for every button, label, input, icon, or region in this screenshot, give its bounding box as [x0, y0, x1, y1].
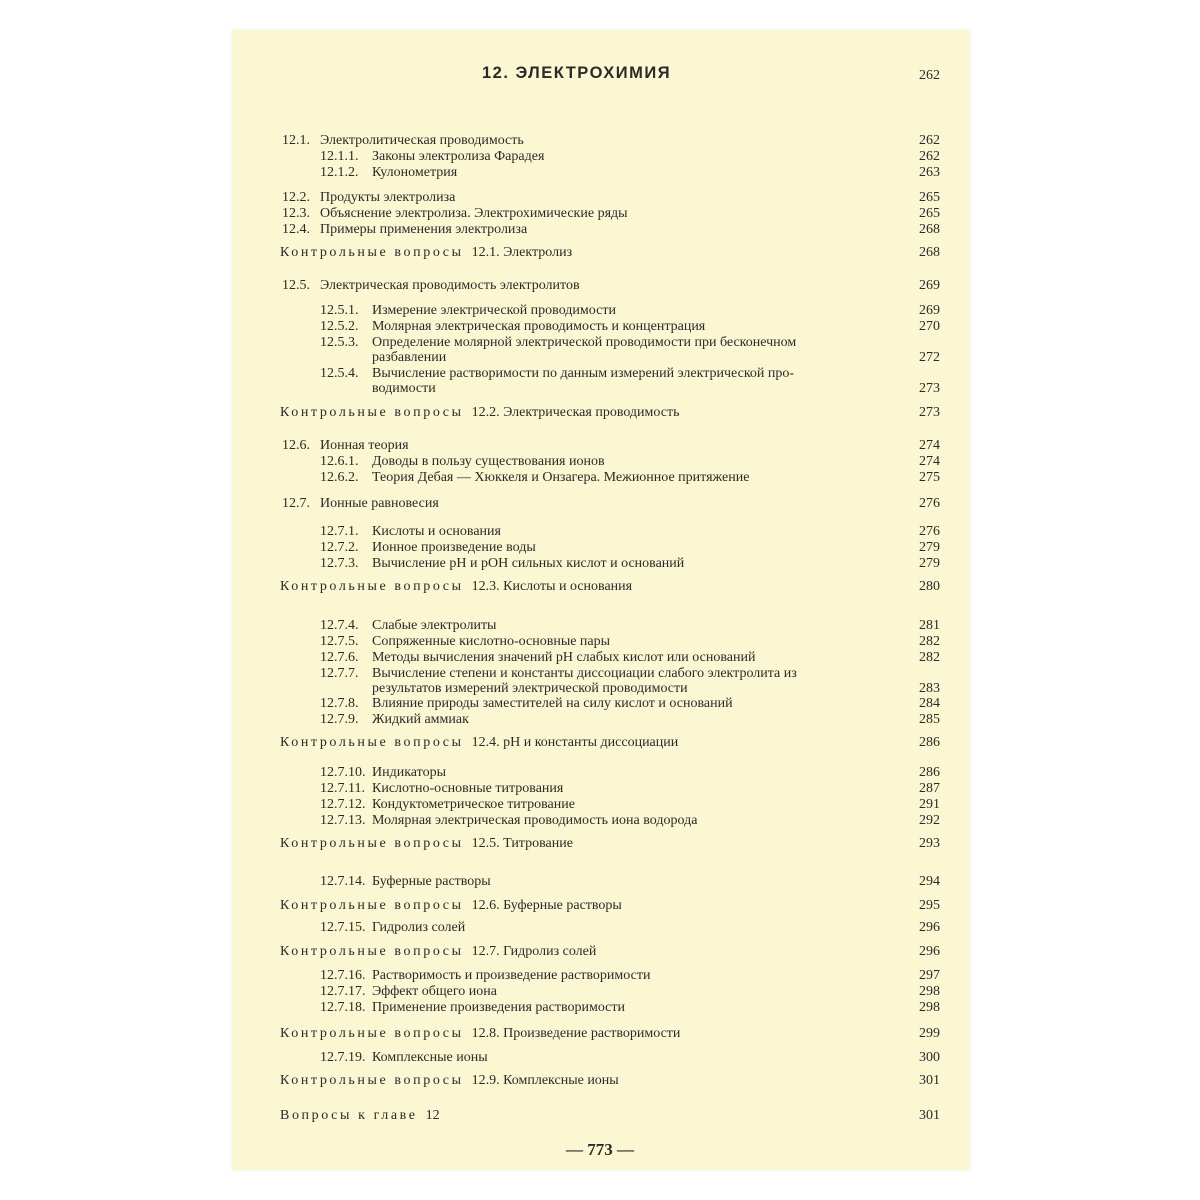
toc-entry	[0, 335, 1200, 351]
page-number: 274	[919, 454, 940, 469]
toc-entry	[0, 454, 1200, 470]
section-title: Вычисление растворимости по данным измерений электрической про-	[372, 366, 795, 381]
review-questions-label: Контрольные вопросы	[280, 579, 464, 594]
review-questions-topic: 12.6. Буферные растворы	[471, 898, 622, 913]
review-questions-topic: 12.4. pH и константы диссоциации	[471, 735, 679, 750]
page-number: 263	[919, 165, 940, 180]
section-number: 12.7.14.	[320, 874, 366, 889]
review-questions-label: Контрольные вопросы	[280, 245, 464, 260]
toc-entry	[0, 381, 1200, 397]
section-number: 12.7.1.	[320, 524, 359, 539]
page-number: 272	[919, 350, 940, 365]
toc-entry	[0, 813, 1200, 829]
section-number: 12.7.8.	[320, 696, 359, 711]
section-number: 12.7.5.	[320, 634, 359, 649]
toc-entry	[0, 634, 1200, 650]
review-questions-entry	[0, 898, 1200, 914]
review-questions-label: Вопросы к главе	[280, 1108, 418, 1123]
page-number: 283	[919, 681, 940, 696]
toc-entry	[0, 1000, 1200, 1016]
section-title: водимости	[372, 381, 436, 396]
section-number: 12.6.2.	[320, 470, 359, 485]
page-number: 275	[919, 470, 940, 485]
section-number: 12.7.3.	[320, 556, 359, 571]
review-questions-topic: 12.2. Электрическая проводимость	[471, 405, 680, 420]
page-number: 265	[919, 206, 940, 221]
page-number: 265	[919, 190, 940, 205]
section-title: Ионные равновесия	[320, 496, 439, 511]
chapter-title: 12. ЭЛЕКТРОХИМИЯ	[482, 64, 672, 82]
toc-entry	[0, 556, 1200, 572]
section-number: 12.7.4.	[320, 618, 359, 633]
toc-entry	[0, 133, 1200, 149]
section-number: 12.4.	[282, 222, 310, 237]
page-number: 276	[919, 524, 940, 539]
toc-entry	[0, 681, 1200, 697]
section-title: Индикаторы	[372, 765, 446, 780]
page-number: 292	[919, 813, 940, 828]
section-number: 12.6.	[282, 438, 310, 453]
section-number: 12.7.6.	[320, 650, 359, 665]
toc-entry	[0, 496, 1200, 512]
section-title: Жидкий аммиак	[372, 712, 469, 727]
chapter-page-number: 262	[919, 68, 940, 83]
section-title: Молярная электрическая проводимость и концентрация	[372, 319, 706, 334]
review-questions-topic: 12.8. Произведение растворимости	[471, 1026, 681, 1041]
page-number: 273	[919, 405, 940, 420]
page-number: 301	[919, 1108, 940, 1123]
section-title: Законы электролиза Фарадея	[372, 149, 545, 164]
page-number: 282	[919, 634, 940, 649]
section-number: 12.7.18.	[320, 1000, 366, 1015]
page-number: 262	[919, 149, 940, 164]
section-title: Гидролиз солей	[372, 920, 466, 935]
section-number: 12.7.13.	[320, 813, 366, 828]
review-questions-label: Контрольные вопросы	[280, 1073, 464, 1088]
toc-entry	[0, 874, 1200, 890]
section-title: Слабые электролиты	[372, 618, 497, 633]
review-questions-label: Контрольные вопросы	[280, 944, 464, 959]
page-number: 298	[919, 1000, 940, 1015]
review-questions-label: Контрольные вопросы	[280, 836, 464, 851]
page-number: 296	[919, 944, 940, 959]
section-number: 12.5.1.	[320, 303, 359, 318]
toc-entry	[0, 165, 1200, 181]
toc-entry	[0, 278, 1200, 294]
section-title: Влияние природы заместителей на силу кислот и оснований	[372, 696, 733, 711]
review-questions-entry	[0, 405, 1200, 421]
toc-entry	[0, 1050, 1200, 1066]
toc-entry	[0, 712, 1200, 728]
toc-entry	[0, 618, 1200, 634]
page-number: 281	[919, 618, 940, 633]
page-number: 269	[919, 278, 940, 293]
section-number: 12.7.	[282, 496, 310, 511]
section-title: Буферные растворы	[372, 874, 491, 889]
toc-entry	[0, 206, 1200, 222]
toc-entry	[0, 920, 1200, 936]
page-number-footer: — 773 —	[566, 1140, 634, 1159]
page-number: 280	[919, 579, 940, 594]
section-title: результатов измерений электрической проводимости	[372, 681, 688, 696]
section-title: Примеры применения электролиза	[320, 222, 528, 237]
section-number: 12.5.4.	[320, 366, 359, 381]
section-title: Молярная электрическая проводимость иона водорода	[372, 813, 698, 828]
toc-entry	[0, 765, 1200, 781]
section-number: 12.7.19.	[320, 1050, 366, 1065]
review-questions-topic: 12.9. Комплексные ионы	[471, 1073, 619, 1088]
review-questions-topic: 12	[425, 1108, 440, 1123]
toc-entry	[0, 524, 1200, 540]
section-title: Вычисление степени и константы диссоциации слабого электролита из	[372, 666, 797, 681]
section-title: Кислотно-основные титрования	[372, 781, 564, 796]
section-number: 12.7.16.	[320, 968, 366, 983]
review-questions-entry	[0, 1026, 1200, 1042]
section-title: Кислоты и основания	[372, 524, 501, 539]
page-number: 296	[919, 920, 940, 935]
review-questions-topic: 12.7. Гидролиз солей	[471, 944, 597, 959]
section-title: Ионная теория	[320, 438, 409, 453]
toc-entry	[0, 319, 1200, 335]
page-number: 300	[919, 1050, 940, 1065]
page-number: 262	[919, 133, 940, 148]
section-number: 12.2.	[282, 190, 310, 205]
page-number: 293	[919, 836, 940, 851]
section-number: 12.7.7.	[320, 666, 359, 681]
page-number: 299	[919, 1026, 940, 1041]
toc-entry	[0, 781, 1200, 797]
page-number: 268	[919, 245, 940, 260]
section-title: Доводы в пользу существования ионов	[372, 454, 605, 469]
section-number: 12.5.3.	[320, 335, 359, 350]
page-number: 274	[919, 438, 940, 453]
review-questions-entry	[0, 579, 1200, 595]
section-title: Кулонометрия	[372, 165, 458, 180]
review-questions-entry	[0, 836, 1200, 852]
review-questions-label: Контрольные вопросы	[280, 1026, 464, 1041]
page-number: 279	[919, 556, 940, 571]
review-questions-entry	[0, 1073, 1200, 1089]
section-number: 12.6.1.	[320, 454, 359, 469]
section-title: Методы вычисления значений pH слабых кислот или оснований	[372, 650, 756, 665]
section-title: Растворимость и произведение растворимости	[372, 968, 651, 983]
section-title: Применение произведения растворимости	[372, 1000, 625, 1015]
section-title: Ионное произведение воды	[372, 540, 536, 555]
page-number: 285	[919, 712, 940, 727]
toc-entry	[0, 366, 1200, 382]
page-number: 294	[919, 874, 940, 889]
page-number: 270	[919, 319, 940, 334]
page-number: 298	[919, 984, 940, 999]
section-title: Кондуктометрическое титрование	[372, 797, 575, 812]
section-title: Комплексные ионы	[372, 1050, 488, 1065]
toc-entry	[0, 984, 1200, 1000]
section-number: 12.7.12.	[320, 797, 366, 812]
review-questions-topic: 12.3. Кислоты и основания	[471, 579, 633, 594]
section-number: 12.7.17.	[320, 984, 366, 999]
toc-entry	[0, 696, 1200, 712]
review-questions-label: Контрольные вопросы	[280, 898, 464, 913]
toc-entry	[0, 968, 1200, 984]
section-title: Эффект общего иона	[372, 984, 497, 999]
review-questions-topic: 12.1. Электролиз	[471, 245, 573, 260]
section-title: Теория Дебая — Хюккеля и Онзагера. Межионное притяжение	[372, 470, 750, 485]
toc-entry	[0, 222, 1200, 238]
section-title: Объяснение электролиза. Электрохимические ряды	[320, 206, 628, 221]
section-title: разбавлении	[372, 350, 447, 365]
section-title: Продукты электролиза	[320, 190, 456, 205]
page-number: 282	[919, 650, 940, 665]
section-title: Электрическая проводимость электролитов	[320, 278, 580, 293]
section-number: 12.7.15.	[320, 920, 366, 935]
page-number: 269	[919, 303, 940, 318]
toc-entry	[0, 350, 1200, 366]
page-number: 301	[919, 1073, 940, 1088]
page-number: 273	[919, 381, 940, 396]
section-number: 12.1.2.	[320, 165, 359, 180]
page-number: 297	[919, 968, 940, 983]
toc-entry	[0, 438, 1200, 454]
toc-entry	[0, 470, 1200, 486]
page-number: 286	[919, 735, 940, 750]
page-number: 286	[919, 765, 940, 780]
page-number: 287	[919, 781, 940, 796]
section-number: 12.7.2.	[320, 540, 359, 555]
page-number: 279	[919, 540, 940, 555]
section-number: 12.3.	[282, 206, 310, 221]
toc-entry	[0, 666, 1200, 682]
review-questions-entry	[0, 245, 1200, 261]
section-number: 12.5.	[282, 278, 310, 293]
review-questions-label: Контрольные вопросы	[280, 405, 464, 420]
toc-entry	[0, 303, 1200, 319]
section-number: 12.7.11.	[320, 781, 365, 796]
toc-entry	[0, 650, 1200, 666]
toc-entry	[0, 540, 1200, 556]
page-number: 276	[919, 496, 940, 511]
section-title: Вычисление pH и pOH сильных кислот и оснований	[372, 556, 685, 571]
toc-entry	[0, 149, 1200, 165]
section-title: Электролитическая проводимость	[320, 133, 524, 148]
section-number: 12.1.	[282, 133, 310, 148]
review-questions-topic: 12.5. Титрование	[471, 836, 573, 851]
review-questions-entry	[0, 735, 1200, 751]
review-questions-label: Контрольные вопросы	[280, 735, 464, 750]
page-number: 284	[919, 696, 940, 711]
page-number: 291	[919, 797, 940, 812]
toc-entry	[0, 190, 1200, 206]
review-questions-entry	[0, 944, 1200, 960]
section-number: 12.7.10.	[320, 765, 366, 780]
page-number: 295	[919, 898, 940, 913]
page-number: 268	[919, 222, 940, 237]
section-title: Измерение электрической проводимости	[372, 303, 616, 318]
review-questions-entry	[0, 1108, 1200, 1124]
section-number: 12.7.9.	[320, 712, 359, 727]
section-title: Сопряженные кислотно-основные пары	[372, 634, 611, 649]
toc-entry	[0, 797, 1200, 813]
section-number: 12.5.2.	[320, 319, 359, 334]
section-title: Определение молярной электрической проводимости при бесконечном	[372, 335, 797, 350]
section-number: 12.1.1.	[320, 149, 359, 164]
